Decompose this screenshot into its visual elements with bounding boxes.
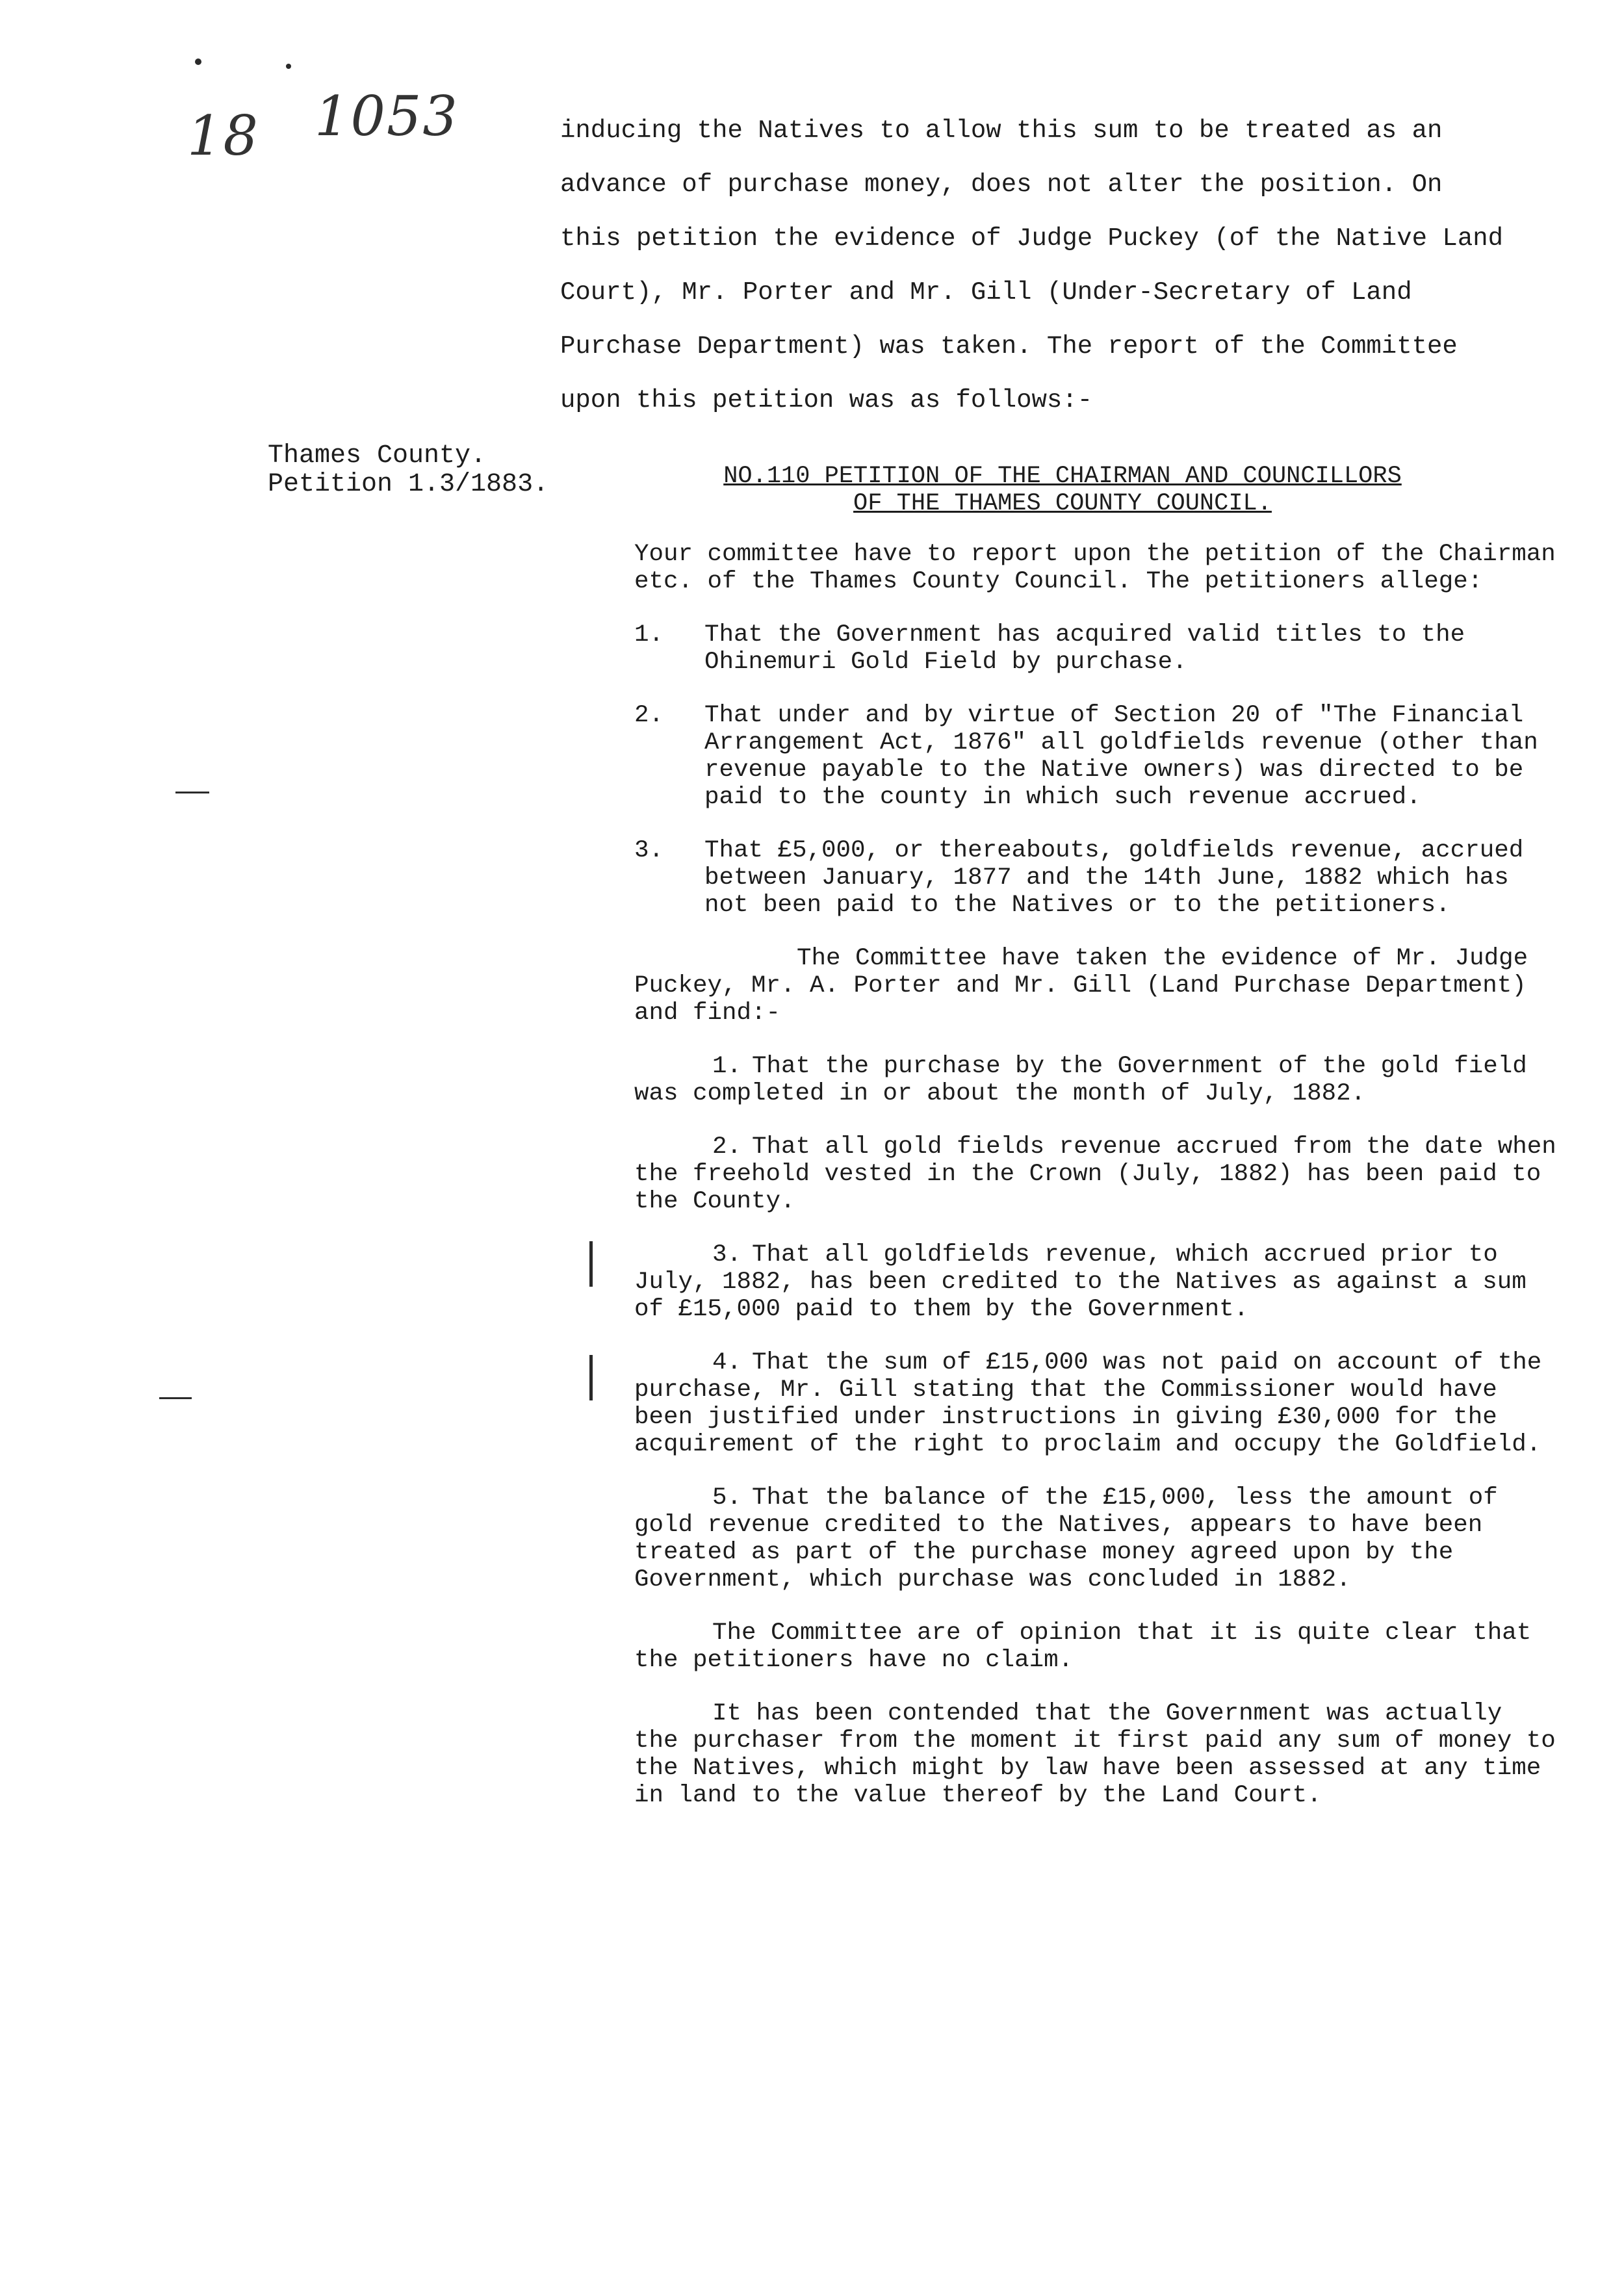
margin-tick [589, 1241, 593, 1287]
finding-number: 4. [712, 1349, 742, 1376]
scan-dash [175, 792, 209, 793]
handwritten-page-number: 18 [187, 104, 259, 168]
finding-number: 3. [712, 1241, 742, 1269]
allegation-item [634, 702, 1557, 811]
scan-speck [286, 64, 291, 69]
intro-line: inducing the Natives to allow this sum to be treated as an [560, 116, 1443, 145]
committee-report [634, 541, 1557, 1835]
finding-item [634, 1133, 1557, 1215]
evidence-intro: The Committee have taken the evidence of Mr. Judge Puckey, Mr. A. Porter and Mr. Gill (Land Purchase Department) and find:- [634, 945, 1528, 1027]
intro-line: upon this petition was as follows:- [560, 386, 1093, 415]
allegation-text: That £5,000, or thereabouts, goldfields revenue, accrued between January, 1877 and the 14th June, 1882 which has not been paid to the Natives or to the petitioners. [704, 837, 1524, 919]
report-opening: Your committee have to report upon the petition of the Chairman etc. of the Thames County Council. The petitioners allege: [634, 541, 1556, 595]
contention-paragraph: It has been contended that the Government was actually the purchaser from the moment it first paid any sum of money to the Natives, which might by law have been assessed at any time in land to the value thereof by the Land Court. [634, 1700, 1556, 1809]
committee-opinion: The Committee are of opinion that it is quite clear that the petitioners have no claim. [634, 1619, 1532, 1674]
handwritten-folio-number: 1053 [315, 84, 459, 148]
allegation-item [634, 837, 1557, 919]
allegation-number: 1. [634, 621, 664, 649]
margin-note-petition: Petition 1.3/1883. [268, 470, 549, 499]
finding-item [634, 1053, 1557, 1107]
intro-line: Purchase Department) was taken. The report of the Committee [560, 332, 1458, 361]
finding-text: That the sum of £15,000 was not paid on account of the purchase, Mr. Gill stating that the Commissioner would have been justified under instructions in giving £30,000 for the acquirement of the right to proclaim and occupy the Goldfield. [634, 1349, 1542, 1458]
margin-note [268, 442, 548, 499]
petition-heading [634, 463, 1491, 517]
allegation-number: 3. [634, 837, 664, 864]
margin-note-county: Thames County. [268, 441, 487, 470]
scan-speck [195, 58, 201, 65]
allegation-number: 2. [634, 702, 664, 729]
finding-item [634, 1241, 1557, 1323]
finding-text: That all goldfields revenue, which accrued prior to July, 1882, has been credited to the Natives as against a sum of £15,000 paid to them by the Government. [634, 1241, 1527, 1323]
margin-tick [589, 1355, 593, 1400]
finding-number: 1. [712, 1053, 742, 1080]
heading-line-2: OF THE THAMES COUNTY COUNCIL. [853, 490, 1272, 517]
finding-text: That all gold fields revenue accrued from the date when the freehold vested in the Crown (July, 1882) has been paid to the County. [634, 1133, 1556, 1215]
finding-number: 5. [712, 1484, 742, 1512]
allegation-text: That the Government has acquired valid titles to the Ohinemuri Gold Field by purchase. [704, 621, 1465, 676]
allegation-text: That under and by virtue of Section 20 of "The Financial Arrangement Act, 1876" all goldfields revenue (other than revenue payable to the Native owners) was directed to be paid to the county in which such revenue accrued. [704, 702, 1538, 811]
intro-line: Court), Mr. Porter and Mr. Gill (Under-Secretary of Land [560, 278, 1412, 307]
scan-dash [159, 1397, 192, 1399]
intro-line: this petition the evidence of Judge Puckey (of the Native Land [560, 224, 1504, 253]
finding-text: That the balance of the £15,000, less the amount of gold revenue credited to the Natives, appears to have been treated as part of the purchase money agreed upon by the Government, which purchase was concluded in 1882. [634, 1484, 1498, 1593]
finding-number: 2. [712, 1133, 742, 1161]
heading-line-1: NO.110 PETITION OF THE CHAIRMAN AND COUNCILLORS [723, 463, 1402, 490]
allegation-item [634, 621, 1557, 676]
intro-paragraph [560, 104, 1574, 428]
finding-item [634, 1484, 1557, 1593]
finding-item [634, 1349, 1557, 1458]
finding-text: That the purchase by the Government of the gold field was completed in or about the month of July, 1882. [634, 1053, 1527, 1107]
intro-line: advance of purchase money, does not alter the position. On [560, 170, 1443, 199]
